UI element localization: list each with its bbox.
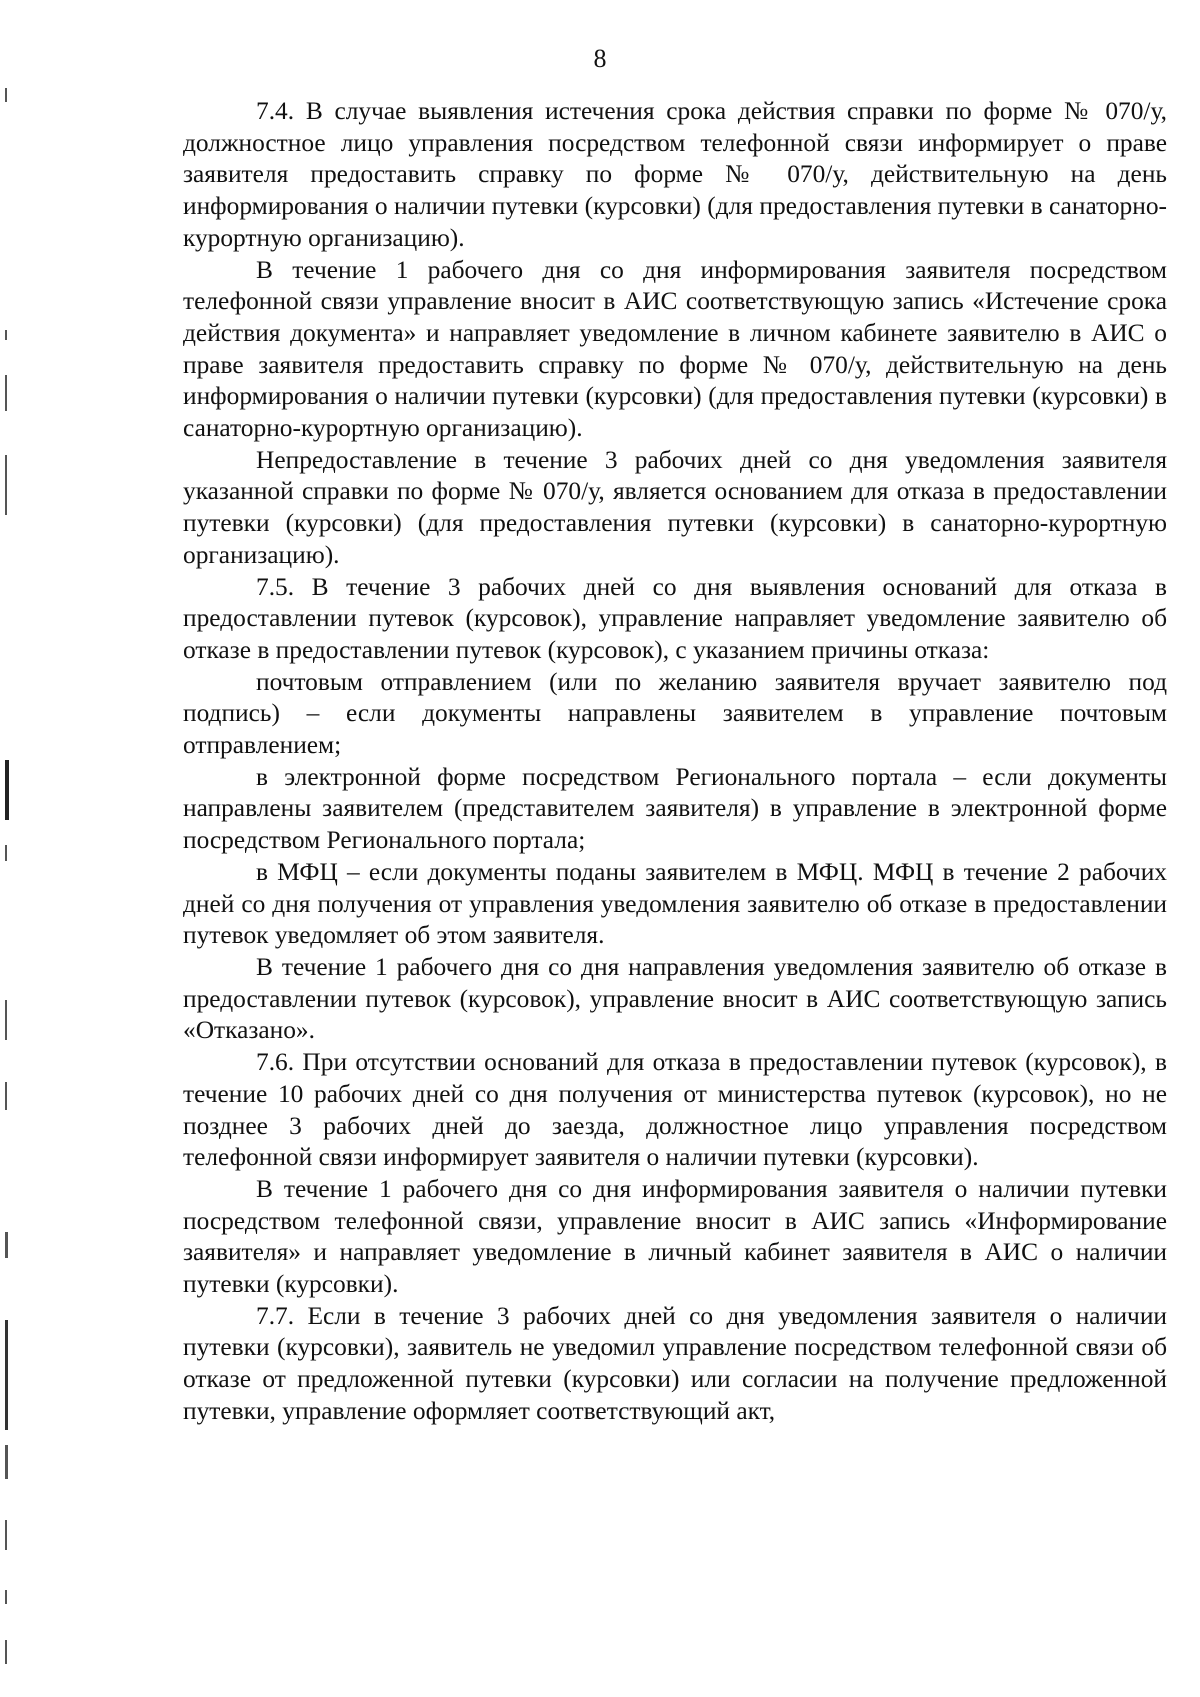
paragraph-ais-record-refused: В течение 1 рабочего дня со дня направления уведомления заявителю об отказе в предоставлении путевок (курсовок), управление вносит в АИС соответствующую запись «Отказано». [183, 952, 1167, 1045]
paragraph-ais-record-expiry: В течение 1 рабочего дня со дня информирования заявителя посредством телефонной связи управление вносит в АИС соответствующую запись «Истечение срока действия документа» и направляет уведомление в личном кабинете заявителю в АИС о праве заявителя предоставить справку по форме № 070/у, действительную на день информирования о наличии путевки (курсовки) (для предоставления путевки (курсовки) в санаторно-курортную организацию). [183, 255, 1167, 443]
paragraph-nonsubmission: Непредоставление в течение 3 рабочих дней со дня уведомления заявителя указанной справки по форме № 070/у, является основанием для отказа в предоставлении путевки (курсовки) (для предоставления путевки (курсовки) в санаторно-курортную организацию). [183, 445, 1167, 569]
paragraph-mfc: в МФЦ – если документы поданы заявителем в МФЦ. МФЦ в течение 2 рабочих дней со дня получения от управления уведомления заявителю об отказе в предоставлении путевок уведомляет об этом заявителя. [183, 857, 1167, 950]
paragraph-postal: почтовым отправлением (или по желанию заявителя вручает заявителю под подпись) – если документы направлены заявителем в управление почтовым отправлением; [183, 667, 1167, 760]
page-number: 8 [593, 44, 607, 73]
paragraph-electronic: в электронной форме посредством Регионального портала – если документы направлены заявителем (представителем заявителя) в управление в электронной форме посредством Регионального портала; [183, 762, 1167, 855]
paragraph-7-7: 7.7. Если в течение 3 рабочих дней со дня уведомления заявителя о наличии путевки (курсовки), заявитель не уведомил управление посредством телефонной связи об отказе от предложенной путевки (курсовки) или согласии на получение предложенной путевки, управление оформляет соответствующий акт, [183, 1301, 1167, 1425]
scan-binding-edge [0, 0, 18, 1697]
paragraph-7-6: 7.6. При отсутствии оснований для отказа в предоставлении путевок (курсовок), в течение 10 рабочих дней со дня получения от министерства путевок (курсовок), но не позднее 3 рабочих дней до заезда, должностное лицо управления посредством телефонной связи информирует заявителя о наличии путевки (курсовки). [183, 1048, 1167, 1172]
paragraph-ais-record-informing: В течение 1 рабочего дня со дня информирования заявителя о наличии путевки посредством телефонной связи, управление вносит в АИС запись «Информирование заявителя» и направляет уведомление в личный кабинет заявителя в АИС о наличии путевки (курсовки). [183, 1174, 1167, 1299]
paragraph-7-5: 7.5. В течение 3 рабочих дней со дня выявления оснований для отказа в предоставлении путевок (курсовок), управление направляет уведомление заявителю об отказе в предоставлении путевок (курсовок), с указанием причины отказа: [183, 572, 1167, 664]
paragraph-7-4: 7.4. В случае выявления истечения срока действия справки по форме № 070/у, должностное лицо управления посредством телефонной связи информирует о праве заявителя предоставить справку по форме № 070/у, действительную на день информирования о наличии путевки (курсовки) (для предоставления путевки в санаторно-курортную организацию). [183, 97, 1167, 252]
document-body [183, 96, 1167, 1428]
